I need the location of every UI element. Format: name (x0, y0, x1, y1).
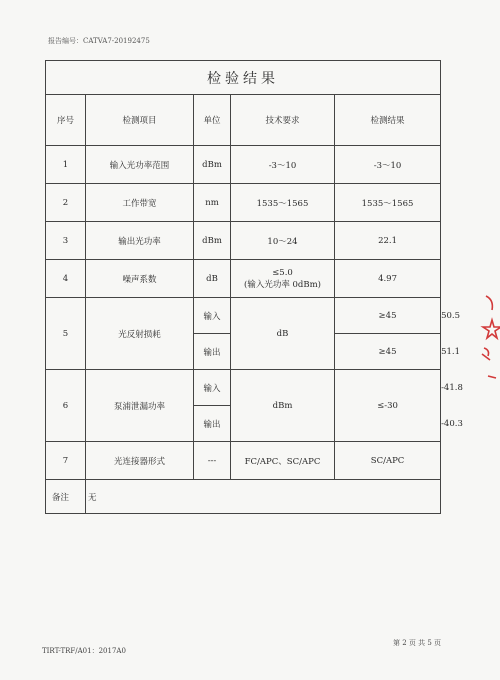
requirement-line-2: (输入光功率 0dBm) (244, 279, 321, 290)
row-item: 输入光功率范围 (86, 146, 194, 184)
row-seq: 1 (46, 146, 86, 184)
table-row: 输出 ≥45 51.1 (46, 334, 441, 370)
requirement-line-1: ≤5.0 (272, 267, 293, 278)
seal-stamp-icon (468, 290, 500, 390)
row-unit: dB (231, 298, 335, 370)
row-unit: dBm (231, 370, 335, 442)
row-seq: 6 (46, 370, 86, 442)
table-row (46, 222, 441, 260)
row-requirement: ≥45 (335, 334, 441, 370)
table-row (46, 146, 441, 184)
table-row: 5 光反射损耗 输入 dB ≥45 50.5 (46, 298, 441, 334)
header-unit: 单位 (194, 95, 231, 146)
table-title: 检验结果 (46, 61, 441, 95)
row-requirement: 10～24 (231, 222, 335, 260)
notes-text: 无 (86, 480, 441, 514)
row-item: 光反射损耗 (86, 298, 194, 370)
table-row: 输出 -40.3 (46, 406, 441, 442)
row-seq: 2 (46, 184, 86, 222)
row-item: 噪声系数 (86, 260, 194, 298)
row-unit: nm (194, 184, 231, 222)
row-unit: dB (194, 260, 231, 298)
report-number: 报告编号：CATVA7-20192475 (48, 37, 150, 45)
header-item: 检测项目 (86, 95, 194, 146)
row-item: 工作带宽 (86, 184, 194, 222)
row-requirement (231, 260, 335, 298)
table-row: 6 泵浦泄漏功率 输入 dBm ≤-30 -41.8 (46, 370, 441, 406)
row-item: 光连接器形式 (86, 442, 194, 480)
row-subitem: 输入 (194, 298, 231, 334)
row-unit: dBm (194, 146, 231, 184)
header-result: 检测结果 (335, 95, 441, 146)
header-requirement: 技术要求 (231, 95, 335, 146)
row-seq: 5 (46, 298, 86, 370)
row-result: 4.97 (335, 260, 441, 298)
row-unit: dBm (194, 222, 231, 260)
row-item: 输出光功率 (86, 222, 194, 260)
row-seq: 4 (46, 260, 86, 298)
row-unit: --- (194, 442, 231, 480)
row-seq: 3 (46, 222, 86, 260)
row-subitem: 输入 (194, 370, 231, 406)
row-requirement: ≤-30 (335, 370, 441, 442)
table-row (46, 184, 441, 222)
row-seq: 7 (46, 442, 86, 480)
table-row (46, 260, 441, 298)
row-result: 22.1 (335, 222, 441, 260)
row-item: 泵浦泄漏功率 (86, 370, 194, 442)
row-subitem: 输出 (194, 334, 231, 370)
notes-label: 备注 (46, 480, 86, 514)
row-result: 1535～1565 (335, 184, 441, 222)
notes-row (46, 480, 441, 514)
results-table (45, 60, 463, 514)
page-number: 第 2 页 共 5 页 (393, 639, 442, 647)
row-requirement: ≥45 (335, 298, 441, 334)
row-subitem: 输出 (194, 406, 231, 442)
row-requirement: -3～10 (231, 146, 335, 184)
row-result: SC/APC (335, 442, 441, 480)
row-requirement: FC/APC、SC/APC (231, 442, 335, 480)
row-requirement: 1535～1565 (231, 184, 335, 222)
form-code: TIRT-TRF/A01：2017A0 (42, 647, 126, 655)
header-seq: 序号 (46, 95, 86, 146)
row-result: -3～10 (335, 146, 441, 184)
table-row (46, 442, 441, 480)
